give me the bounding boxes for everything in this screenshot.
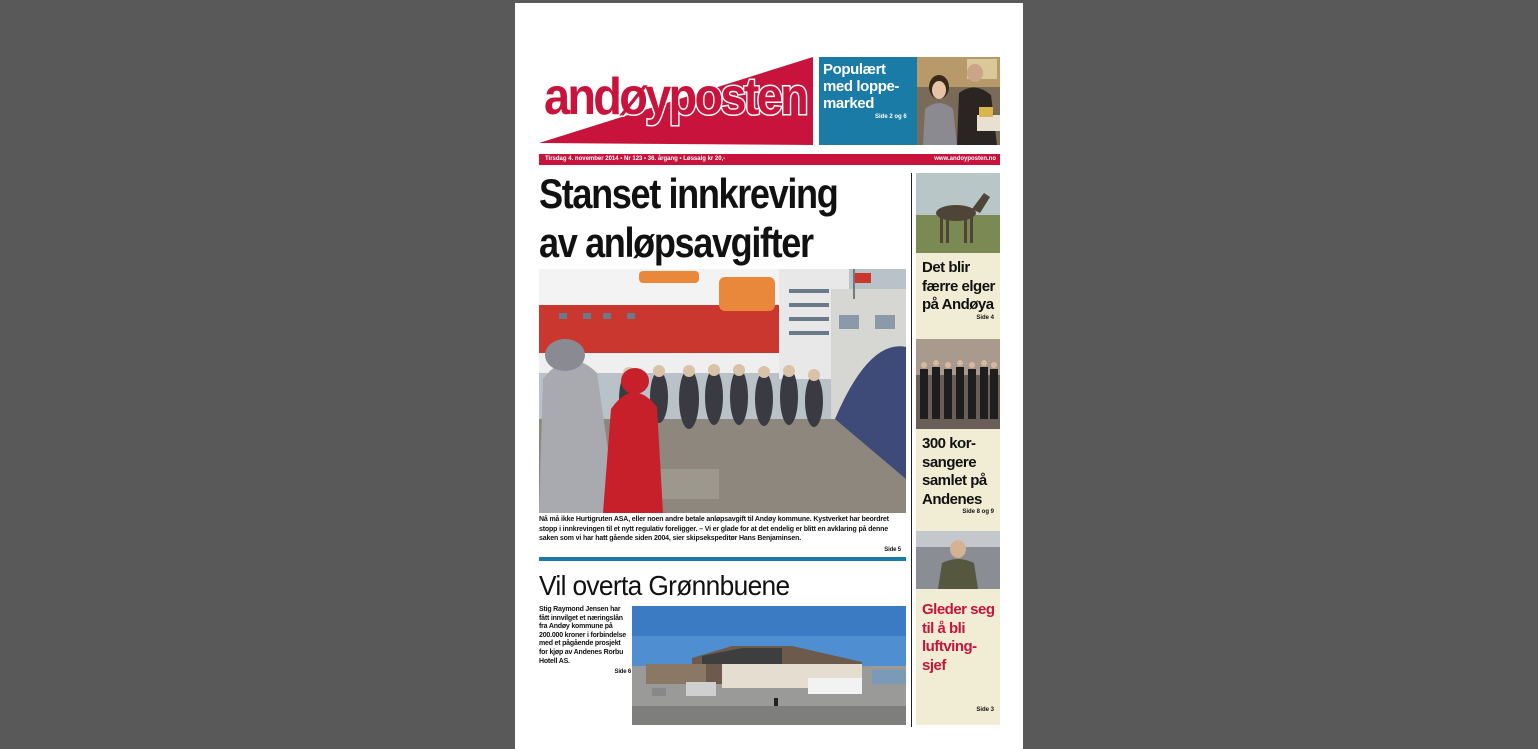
teaser-title-choir[interactable]: 300 kor-sangere samlet på Andenes (922, 435, 987, 508)
teaser-title-moose[interactable]: Det blir færre elger på Andøya (922, 259, 995, 313)
promo-box-flea-market[interactable] (819, 57, 1000, 145)
website-link[interactable]: www.andoyposten.no (934, 156, 996, 162)
dateline-bar (539, 154, 1000, 165)
moose-photo (916, 173, 1000, 253)
lead-headline[interactable] (539, 169, 866, 267)
sidebar-teasers (916, 173, 1000, 725)
dateline-text: Tirsdag 4. november 2014 • Nr 123 • 36. årgang • Løssalg kr 20,- (545, 156, 726, 162)
teaser-page-ref-choir: Side 8 og 9 (962, 509, 994, 515)
column-divider (911, 173, 912, 727)
lead-page-ref: Side 5 (884, 546, 901, 553)
promo-title: Populært med loppe-marked (823, 61, 900, 112)
second-story-body: Stig Raymond Jensen har fått innvilget et næringslån fra Andøy kommune på 200.000 kroner i forbindelse med et pågående prosjekt for kjøp av Andenes Rorbu Hotell AS. (539, 606, 626, 665)
masthead-logo (539, 57, 813, 145)
lead-headline-line2: av anløpsavgifter (539, 219, 813, 266)
choir-photo (916, 339, 1000, 429)
lead-caption (539, 515, 901, 555)
teaser-page-ref-moose: Side 4 (976, 315, 994, 321)
second-page-ref: Side 6 (614, 669, 631, 676)
lead-headline-line1: Stanset innkreving (539, 170, 838, 217)
newspaper-front-page (515, 3, 1023, 749)
hotel-photo (632, 606, 906, 725)
second-story-text (539, 606, 631, 677)
pilot-photo (916, 531, 1000, 589)
teaser-page-ref-pilot: Side 3 (976, 707, 994, 713)
promo-page-ref: Side 2 og 6 (875, 114, 907, 120)
section-divider (539, 557, 906, 561)
flea-market-photo (917, 57, 1000, 145)
second-headline[interactable]: Vil overta Grønnbuene (539, 570, 790, 601)
lead-caption-text: Nå må ikke Hurtigruten ASA, eller noen andre betale anløpsavgift til Andøy kommune. Kystverket har beordret stopp i innkrevingen til et nytt regulativ foreligger. – Vi er glade for at det endelig er blitt en avklaring på denne saken som vi har hatt gående siden 2004, sier skipsekspeditør Hans Benjaminsen. (539, 516, 889, 542)
logo-text: andøyposten (544, 68, 807, 126)
lead-photo-hurtigruten (539, 269, 906, 513)
teaser-title-pilot[interactable]: Gleder seg til å bli luftving-sjef (922, 601, 995, 674)
